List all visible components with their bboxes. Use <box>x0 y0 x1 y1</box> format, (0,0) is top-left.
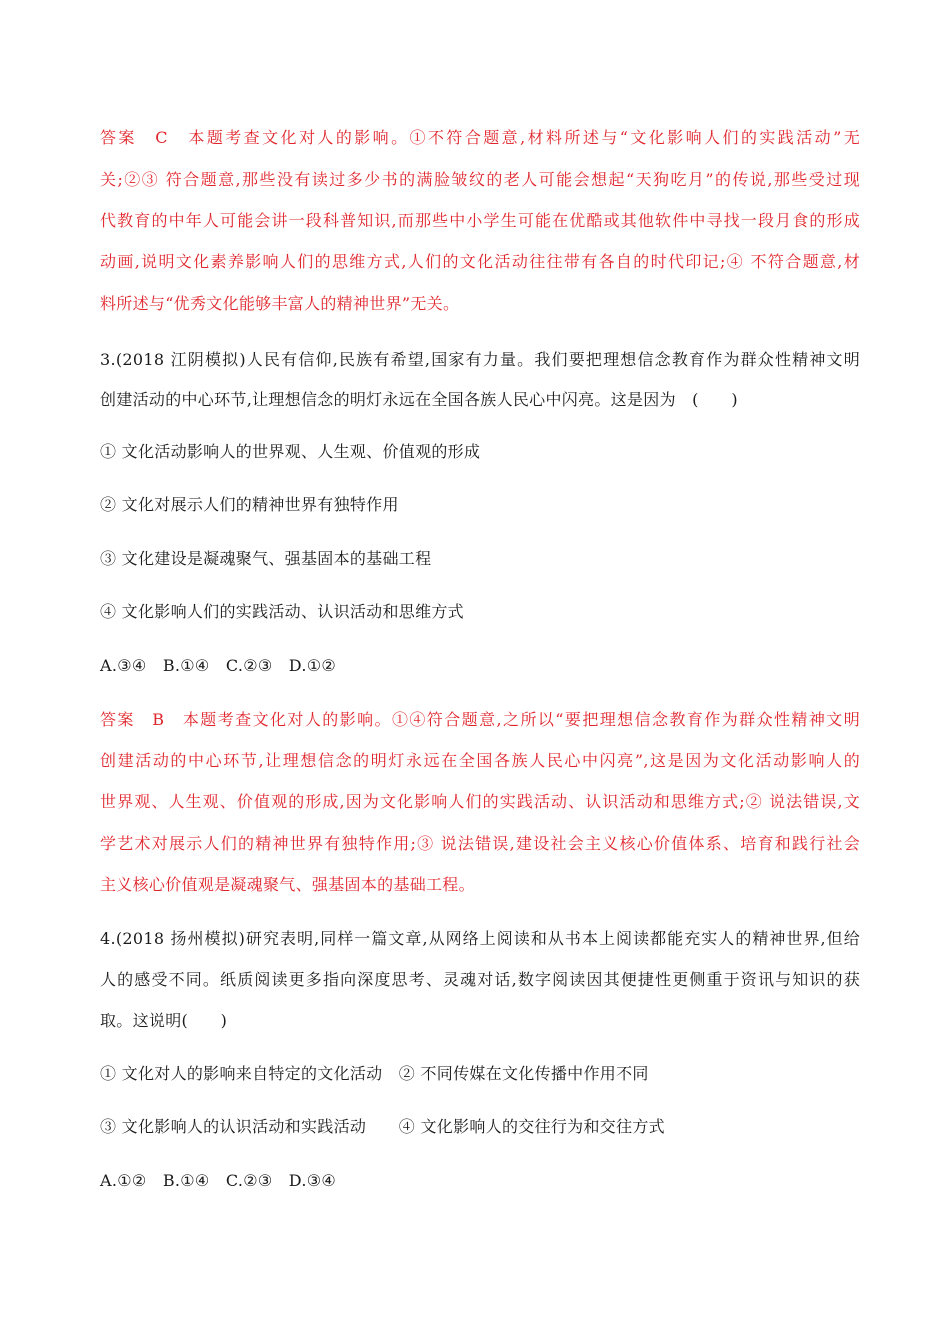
answer1-line-3: 代教育的中年人可能会讲一段科普知识,而那些中小学生可能在优酷或其他软件中寻找一段月食的形成 <box>100 211 860 230</box>
q4-options-row-2: ③ 文化影响人的认识活动和实践活动 ④ 文化影响人的交往行为和交往方式 <box>100 1117 665 1136</box>
q3-option-1: ① 文化活动影响人的世界观、人生观、价值观的形成 <box>100 442 481 461</box>
q4-stem-line-3: 取。这说明( ) <box>100 1011 228 1030</box>
q4-choices: A.①② B.①④ C.②③ D.③④ <box>100 1171 337 1190</box>
q3-stem-line-1: 3.(2018 江阴模拟)人民有信仰,民族有希望,国家有力量。我们要把理想信念教育作为群众性精神文明 <box>100 350 860 369</box>
q3-option-2: ② 文化对展示人们的精神世界有独特作用 <box>100 495 399 514</box>
answer1-line-2: 关;②③ 符合题意,那些没有读过多少书的满脸皱纹的老人可能会想起“天狗吃月”的传说,那些受过现 <box>100 170 860 189</box>
q4-options-row-1: ① 文化对人的影响来自特定的文化活动 ② 不同传媒在文化传播中作用不同 <box>100 1064 649 1083</box>
answer3-line-5: 主义核心价值观是凝魂聚气、强基固本的基础工程。 <box>100 875 475 894</box>
answer1-line-5: 料所述与“优秀文化能够丰富人的精神世界”无关。 <box>100 294 460 313</box>
q3-stem-line-2: 创建活动的中心环节,让理想信念的明灯永远在全国各族人民心中闪亮。这是因为 ( ) <box>100 390 738 409</box>
q3-option-3: ③ 文化建设是凝魂聚气、强基固本的基础工程 <box>100 549 432 568</box>
answer3-line-4: 学艺术对展示人们的精神世界有独特作用;③ 说法错误,建设社会主义核心价值体系、培育和践行社会 <box>100 834 860 853</box>
answer3-line-1: 答案 B 本题考查文化对人的影响。①④符合题意,之所以“要把理想信念教育作为群众性精神文明 <box>100 710 860 729</box>
answer1-line-4: 动画,说明文化素养影响人们的思维方式,人们的文化活动往往带有各自的时代印记;④ 不符合题意,材 <box>100 252 860 271</box>
q4-stem-line-1: 4.(2018 扬州模拟)研究表明,同样一篇文章,从网络上阅读和从书本上阅读都能充实人的精神世界,但给 <box>100 929 860 948</box>
answer3-line-3: 世界观、人生观、价值观的形成,因为文化影响人们的实践活动、认识活动和思维方式;② 说法错误,文 <box>100 792 860 811</box>
q4-stem-line-2: 人的感受不同。纸质阅读更多指向深度思考、灵魂对话,数字阅读因其便捷性更侧重于资讯与知识的获 <box>100 970 860 989</box>
q3-choices: A.③④ B.①④ C.②③ D.①② <box>100 656 337 675</box>
q3-option-4: ④ 文化影响人们的实践活动、认识活动和思维方式 <box>100 602 464 621</box>
answer1-line-1: 答案 C 本题考查文化对人的影响。①不符合题意,材料所述与“文化影响人们的实践活动”无 <box>100 128 860 147</box>
answer3-line-2: 创建活动的中心环节,让理想信念的明灯永远在全国各族人民心中闪亮”,这是因为文化活动影响人的 <box>100 751 860 770</box>
